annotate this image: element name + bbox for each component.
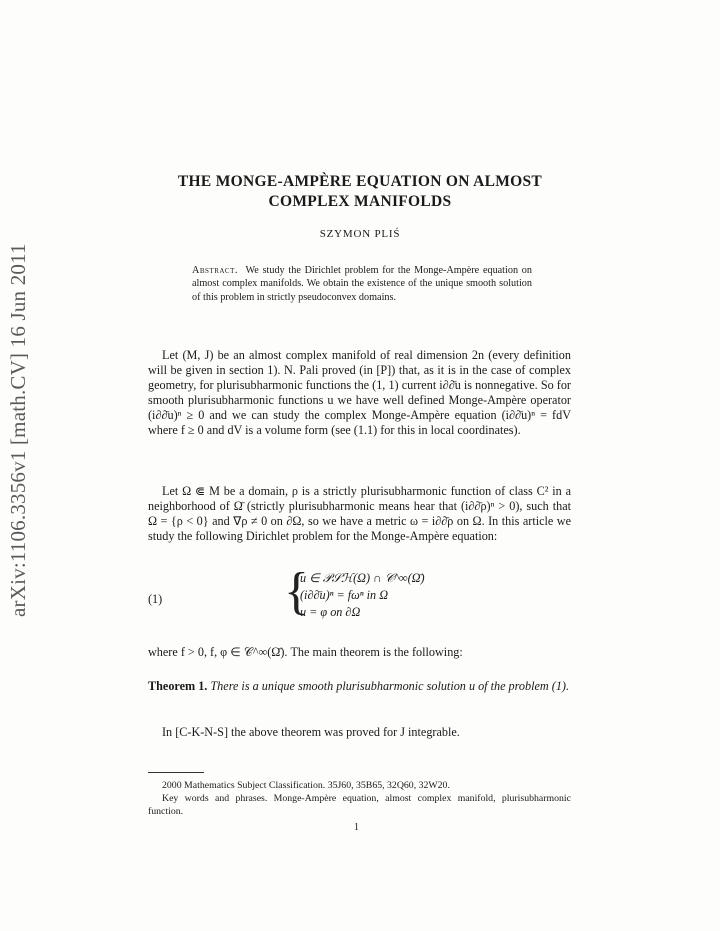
arxiv-identifier: arXiv:1106.3356v1 [math.CV] 16 Jun 2011 (6, 243, 30, 617)
paragraph-domain-text: Let Ω ⋐ M be a domain, ρ is a strictly plurisubharmonic function of class C² in a neighborhood of Ω̄ (strictly plurisubharmonic means hear that (i∂∂̄ρ)ⁿ > 0), such that Ω = {ρ < 0} and ∇ρ ≠ 0 on ∂Ω, so we have a metric ω = i∂∂̄ρ on Ω. In this article we study the following Dirichlet problem for the Monge-Ampère equation: (148, 484, 571, 544)
equation-line-2: (i∂∂̄u)ⁿ = fωⁿ in Ω (300, 588, 389, 602)
title-line-2: COMPLEX MANIFOLDS (268, 193, 452, 210)
paragraph-intro (148, 348, 571, 439)
paper-title (150, 172, 570, 212)
theorem-statement: There is a unique smooth plurisubharmonic solution u of the problem (1). (210, 679, 570, 693)
page-number: 1 (354, 822, 359, 833)
footnote-divider (148, 772, 204, 773)
footnote-classification: 2000 Mathematics Subject Classification. 35J60, 35B65, 32Q60, 32W20. (162, 780, 450, 791)
author-name: SZYMON PLIŚ (319, 228, 401, 240)
paragraph-intro-text: Let (M, J) be an almost complex manifold of real dimension 2n (every definition will be given in section 1). N. Pali proved (in [P]) that, as it is in the case of complex geometry, for plurisubharmonic functions the (1, 1) current i∂∂̄u is nonnegative. So for smooth plurisubharmonic functions u we have well defined Monge-Ampère operator (i∂∂̄u)ⁿ ≥ 0 and we can study the complex Monge-Ampère equation (i∂∂̄u)ⁿ = fdV where f ≥ 0 and dV is a volume form (see (1.1) for this in local coordinates). (148, 348, 571, 438)
left-brace: { (284, 563, 309, 620)
theorem-label: Theorem 1. (148, 679, 208, 693)
paragraph-conditions (148, 645, 571, 660)
paragraph-domain (148, 484, 571, 544)
equation-number: (1) (148, 592, 163, 606)
equation-block (148, 563, 571, 626)
paragraph-prior-work-text: In [C-K-N-S] the above theorem was proved for J integrable. (162, 725, 460, 739)
theorem (148, 679, 571, 694)
equation-line-1: u ∈ 𝒫𝒮ℋ(Ω) ∩ 𝒞^∞(Ω̄) (300, 571, 425, 585)
equation-system (300, 570, 425, 621)
equation-line-3: u = φ on ∂Ω (300, 605, 361, 619)
footnote-keywords: Key words and phrases. Monge-Ampère equation, almost complex manifold, plurisubharmonic function. (148, 793, 571, 817)
abstract-heading: Abstract. (192, 265, 238, 276)
abstract-text: We study the Dirichlet problem for the Monge-Ampère equation on almost complex manifolds. We obtain the existence of the unique smooth solution of this problem in strictly pseudoconvex domains. (192, 265, 532, 303)
title-line-1: THE MONGE-AMPÈRE EQUATION ON ALMOST (177, 173, 543, 190)
paragraph-prior-work (148, 725, 571, 740)
abstract (192, 264, 532, 304)
paragraph-conditions-text: where f > 0, f, φ ∈ 𝒞^∞(Ω̄). The main theorem is the following: (148, 645, 463, 659)
footnotes (148, 779, 571, 818)
